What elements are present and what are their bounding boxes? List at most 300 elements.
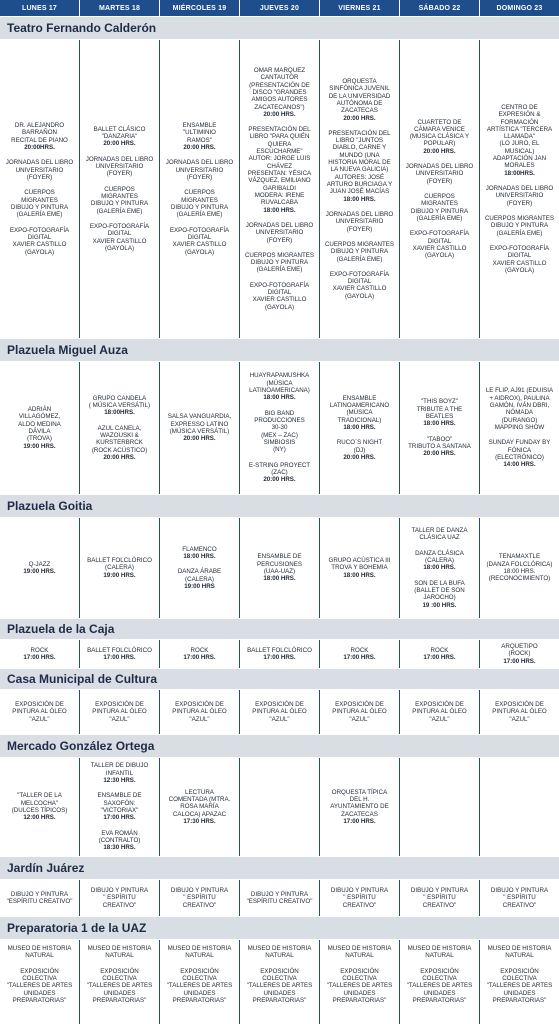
event-title: JORNADAS DEL LIBRO UNIVERSITARIO (FOYER) xyxy=(485,185,554,207)
event-entry xyxy=(249,462,310,484)
event-time: 17:30 HRS. xyxy=(183,817,216,825)
event-entry xyxy=(406,163,474,185)
day-cell xyxy=(160,758,240,856)
event-time: 17:00 HRS. xyxy=(103,814,136,822)
day-cell xyxy=(480,880,559,916)
event-entry xyxy=(410,119,469,156)
event-title: EXPOSICIÓN COLECTIVA "TALLERES DE ARTES UNIDADES PREPARATORIAS" xyxy=(86,967,153,1004)
day-cell xyxy=(0,362,80,494)
event-entry xyxy=(408,945,472,960)
event-entry xyxy=(415,550,464,572)
event-entry xyxy=(92,425,147,462)
event-title: BALLET FOLCLÓRICO xyxy=(247,646,312,654)
event-title: EXPOSICIÓN COLECTIVA "TALLERES DE ARTES UNIDADES PREPARATORIAS" xyxy=(326,967,393,1004)
event-title: ORQUESTA SINFÓNICA JUVENIL DE LA UNIVERSIDAD AUTÓNOMA DE ZACATECAS xyxy=(328,77,391,115)
venue-title: Plazuela Goitia xyxy=(0,495,559,517)
event-title: EXPOSICIÓN DE PINTURA AL ÓLEO "AZUL" xyxy=(252,701,307,723)
venue-day-row xyxy=(0,690,559,734)
event-title: EXPO-FOTOGRAFÍA DIGITAL XAVIER CASTILLO (GAYOLA) xyxy=(169,226,230,256)
event-title: EXPOSICIÓN COLECTIVA "TALLERES DE ARTES UNIDADES PREPARATORIAS" xyxy=(486,967,553,1004)
event-entry xyxy=(248,945,312,960)
venue-title: Plazuela Miguel Auza xyxy=(0,339,559,361)
event-time: 18:30 HRS. xyxy=(103,844,136,852)
day-cell xyxy=(240,40,320,338)
event-title: DIBUJO Y PINTURA "ESPÍRITU CREATIVO" xyxy=(6,890,73,905)
event-title: SALSA VANGUARDIA, EXPRESSO LATINO (MÚSICA VERSÁTIL) xyxy=(167,413,232,435)
event-entry xyxy=(412,527,468,542)
event-entry xyxy=(489,439,551,468)
event-entry xyxy=(487,104,552,177)
event-entry xyxy=(92,701,146,723)
day-header: JUEVES 20 xyxy=(240,0,320,16)
event-entry xyxy=(411,193,468,222)
event-time: 20:00 HRS. xyxy=(423,147,456,155)
event-title: JORNADAS DEL LIBRO UNIVERSITARIO (FOYER) xyxy=(85,155,154,178)
event-entry xyxy=(249,67,310,118)
day-cell xyxy=(240,640,320,668)
event-entry xyxy=(6,159,74,181)
day-cell xyxy=(0,640,80,668)
day-cell xyxy=(400,758,480,856)
event-entry xyxy=(91,762,149,784)
event-title: E-STRING PROYECT (ZAC) xyxy=(248,461,311,476)
event-time: 19:00 HRS. xyxy=(23,568,56,575)
event-entry xyxy=(171,887,228,909)
event-title: DANZA CLÁSICA (CALERA) xyxy=(415,549,464,565)
event-time: 18:00 HRS. xyxy=(263,206,296,214)
event-time: 12:00 HRS. xyxy=(23,814,56,822)
event-entry xyxy=(183,122,217,151)
event-entry xyxy=(7,891,73,906)
event-title: DIBUJO Y PINTURA "ESPÍRITU CREATIVO" xyxy=(246,890,313,905)
day-cell xyxy=(80,940,160,1024)
day-cell xyxy=(400,518,480,618)
day-header: DOMINGO 23 xyxy=(496,4,543,12)
event-title: MUSEO DE HISTORIA NATURAL xyxy=(487,945,552,960)
event-entry xyxy=(99,830,141,852)
venue-day-row xyxy=(0,40,559,338)
event-title: EXPOSICIÓN DE PINTURA AL ÓLEO "AZUL" xyxy=(172,701,227,723)
day-cell xyxy=(80,518,160,618)
venue-day-row xyxy=(0,758,559,856)
event-entry xyxy=(423,647,455,662)
day-cell xyxy=(240,880,320,916)
event-title: LECTURA COMENTADA (MTRA. ROSA MARÍA CALOCA) APAZAC xyxy=(168,788,231,818)
event-time: 18:00 HRS. xyxy=(263,394,296,402)
day-cell xyxy=(80,758,160,856)
event-title: EXPOSICIÓN DE PINTURA AL ÓLEO "AZUL" xyxy=(492,701,547,723)
event-entry xyxy=(490,245,549,274)
event-entry xyxy=(407,968,473,1005)
day-cell xyxy=(320,362,400,494)
event-entry xyxy=(10,227,69,256)
day-cell xyxy=(160,880,240,916)
event-entry xyxy=(91,887,148,909)
event-title: ENSAMBLE DE SAXOFÓN: "VICTORIAX" xyxy=(97,792,142,814)
event-time: 20:00 HRS. xyxy=(103,453,136,461)
event-entry xyxy=(97,792,141,821)
event-entry xyxy=(90,223,149,252)
event-title: LE FLIP, AJ91 (EDUISIA + AIDROX), PAULINA GAMÓN, IVÁN DBRI, NÓMADA (DURANGO) MAPPING SHOW xyxy=(485,387,554,431)
event-entry xyxy=(485,215,554,237)
event-title: EXPO-FOTOGRAFÍA DIGITAL XAVIER CASTILLO (GAYOLA) xyxy=(329,270,390,300)
event-title: ROCK xyxy=(190,646,209,654)
venue-title: Jardín Juárez xyxy=(0,857,559,879)
day-cell xyxy=(160,40,240,338)
event-title: EXPO-FOTOGRAFÍA DIGITAL XAVIER CASTILLO (GAYOLA) xyxy=(409,230,470,260)
event-title: JORNADAS DEL LIBRO UNIVERSITARIO (FOYER) xyxy=(405,163,474,185)
event-entry xyxy=(247,968,313,1005)
venue-day-row xyxy=(0,940,559,1024)
event-title: "THIS BOYZ" TRIBUTE A THE BEATLES xyxy=(416,398,463,421)
event-entry xyxy=(248,126,311,214)
event-time: 20:00 HRS. xyxy=(263,110,296,118)
event-title: "TALLER DE LA MELCOCHA" (DULCES TÍPICOS) xyxy=(11,792,68,814)
event-entry xyxy=(183,647,215,662)
event-title: JORNADAS DEL LIBRO UNIVERSITARIO (FOYER) xyxy=(5,159,74,182)
venue-title: Mercado González Ortega xyxy=(0,735,559,757)
day-cell xyxy=(480,690,559,734)
event-title: AZUL CANELA, WAZOUSKI & KURSTERBRCK (ROCK ACÚSTICO) xyxy=(91,424,148,454)
event-time: 18:00 HRS. xyxy=(343,424,376,431)
event-title: BALLET CLÁSICO "DANZARIA" xyxy=(93,125,146,141)
event-title: EXPOSICIÓN DE PINTURA AL ÓLEO "AZUL" xyxy=(92,701,147,723)
event-entry xyxy=(501,643,537,665)
event-time: 19:00 HRS xyxy=(184,582,215,590)
event-title: CUERPOS MIGRANTES DIBUJO Y PINTURA (GALERÍA EME) xyxy=(10,189,69,219)
day-cell xyxy=(400,40,480,338)
event-title: GRUPO ACÚSTICA III TROVA Y BOHEMIA xyxy=(328,557,391,572)
event-title: EXPOSICIÓN DE PINTURA AL ÓLEO "AZUL" xyxy=(12,701,67,723)
event-entry xyxy=(12,792,68,821)
day-cell xyxy=(480,940,559,1024)
event-entry xyxy=(327,130,392,203)
event-title: EXPO-FOTOGRAFÍA DIGITAL XAVIER CASTILLO (GAYOLA) xyxy=(9,226,70,256)
event-time: 18:00 HRS. xyxy=(423,420,456,428)
event-entry xyxy=(94,126,146,148)
day-header-row xyxy=(0,0,559,16)
event-entry xyxy=(487,968,553,1005)
event-entry xyxy=(87,968,153,1005)
event-entry xyxy=(328,945,392,960)
event-title: EXPO-FOTOGRAFÍA DIGITAL XAVIER CASTILLO (GAYOLA) xyxy=(249,281,310,311)
event-title: Q-JAZZ xyxy=(28,560,51,568)
event-entry xyxy=(250,282,309,311)
day-cell xyxy=(240,518,320,618)
day-cell xyxy=(0,690,80,734)
venue-day-row xyxy=(0,640,559,668)
event-time: 17:00 HRS. xyxy=(103,654,136,661)
day-cell xyxy=(400,690,480,734)
day-cell xyxy=(320,518,400,618)
event-title: "TABOO" TRIBUTO A SANTANA xyxy=(408,435,471,450)
event-title: OMAR MARQUEZ CANTAUTOR (PRESENTACIÓN DE DISCO "GRANDES AMIGOS AUTORES ZACATECANOS") xyxy=(249,66,310,111)
event-title: BALLET FOLCLÓRICO xyxy=(87,646,152,654)
day-cell xyxy=(400,640,480,668)
event-title: DANZA ÁRABE (CALERA) xyxy=(177,568,222,583)
event-entry xyxy=(486,553,552,582)
day-cell xyxy=(160,690,240,734)
event-time: 17:00 HRS. xyxy=(183,654,216,661)
event-entry xyxy=(488,945,552,960)
event-time: 17:00 HRS. xyxy=(343,817,376,825)
day-cell xyxy=(320,940,400,1024)
day-cell xyxy=(80,880,160,916)
day-cell xyxy=(320,758,400,856)
day-cell xyxy=(160,518,240,618)
event-entry xyxy=(411,887,468,909)
event-title: HUAYRAPAMUSHKA (MÚSICA LATINOAMERICANA) xyxy=(249,372,310,395)
event-entry xyxy=(486,387,553,431)
event-title: PRESENTACIÓN DEL LIBRO "PARA QUIÉN QUIERA ESCUCHARME" AUTOR: JORGE LUIS CHÁVEZ PRESENTAN: YÉSICA VÁZQUEZ, EMILIANO GARIBALDI MODERA: IRENE RUVALCABA xyxy=(247,126,312,207)
event-entry xyxy=(252,701,306,723)
event-title: TALLER DE DIBUJO INFANTIL xyxy=(90,762,149,777)
event-title: CUERPOS MIGRANTES DIBUJO Y PINTURA (GALERÍA EME) xyxy=(170,189,229,219)
event-entry xyxy=(86,156,154,178)
event-entry xyxy=(11,189,68,218)
event-title: FLAMENCO xyxy=(182,545,217,553)
day-cell xyxy=(480,518,559,618)
event-entry xyxy=(327,968,393,1005)
day-cell xyxy=(240,690,320,734)
event-title: ARQUETIPO (ROCK) xyxy=(501,643,538,658)
event-time: 17:00 HRS. xyxy=(343,654,376,661)
event-entry xyxy=(88,945,152,960)
event-entry xyxy=(18,406,61,450)
event-title: EXPOSICIÓN DE PINTURA AL ÓLEO "AZUL" xyxy=(332,701,387,723)
day-cell xyxy=(320,690,400,734)
event-title: JORNADAS DEL LIBRO UNIVERSITARIO (FOYER) xyxy=(325,210,394,233)
event-title: MUSEO DE HISTORIA NATURAL xyxy=(407,945,472,960)
event-title: PRESENTACIÓN DEL LIBRO "JUNTOS DIABLO, CARNE Y MUNDO (UNA HISTORIA MORAL DE LA NUEVA GALICIA) AUTORES: JOSÉ ARTURO BURCIAGA Y JUAN JOSÉ MACÍAS xyxy=(326,129,393,196)
event-title: CUERPOS MIGRANTES DIBUJO Y PINTURA (GALERÍA EME) xyxy=(244,251,315,274)
day-cell xyxy=(160,640,240,668)
venue-day-row xyxy=(0,518,559,618)
venue-day-row xyxy=(0,362,559,494)
event-time: 18:00 HRS. xyxy=(343,571,376,579)
event-title: ENSAMBLE LATINOAMERICANO (MÚSICA TRADICIONAL) xyxy=(329,394,390,424)
event-title: ADRIÁN VILLAGÓMEZ, ALDO MEDINA DÁVILA (TROVA) xyxy=(18,406,61,443)
event-entry xyxy=(325,241,394,263)
day-header: MARTES 18 xyxy=(80,0,160,16)
event-entry xyxy=(486,185,554,207)
event-title: JORNADAS DEL LIBRO UNIVERSITARIO (FOYER) xyxy=(245,221,314,244)
event-title: DIBUJO Y PINTURA " ESPÍRITU CREATIVO" xyxy=(410,887,469,909)
event-entry xyxy=(246,222,314,244)
event-title: CUERPOS MIGRANTES DIBUJO Y PINTURA (GALERÍA EME) xyxy=(324,240,395,263)
event-time: 20:00 HRS. xyxy=(423,450,456,458)
event-entry xyxy=(166,159,234,181)
event-entry xyxy=(257,553,302,582)
day-header: VIERNES 21 xyxy=(320,0,400,16)
day-cell xyxy=(240,758,320,856)
event-time: 17:00 HRS. xyxy=(23,654,56,661)
event-entry xyxy=(414,580,465,609)
event-time: 19:00 HRS. xyxy=(103,571,136,579)
event-title: EXPOSICIÓN DE PINTURA AL ÓLEO "AZUL" xyxy=(412,701,467,723)
event-title: MUSEO DE HISTORIA NATURAL xyxy=(247,945,312,960)
event-time: 18:00HRS. xyxy=(104,409,135,417)
day-cell xyxy=(0,880,80,916)
venue-title: Plazuela de la Caja xyxy=(0,619,559,639)
event-time: 18:00 HRS. xyxy=(183,553,216,561)
day-cell xyxy=(480,640,559,668)
day-cell xyxy=(320,640,400,668)
day-cell xyxy=(480,40,559,338)
event-time: 18:00 HRS. xyxy=(343,195,376,203)
event-title: CUARTETO DE CÁMARA VENICE (MÚSICA CLÁSICA Y POPULAR) xyxy=(409,118,470,148)
day-cell xyxy=(320,40,400,338)
event-title: EXPOSICIÓN COLECTIVA "TALLERES DE ARTES UNIDADES PREPARATORIAS" xyxy=(246,967,313,1004)
event-time: 20:00 HRS. xyxy=(343,453,376,461)
event-entry xyxy=(331,887,388,909)
venue-title: Casa Municipal de Cultura xyxy=(0,669,559,689)
event-time: 19 :00 HRS. xyxy=(422,601,457,609)
event-entry xyxy=(247,891,313,906)
event-title: EXPOSICIÓN COLECTIVA "TALLERES DE ARTES UNIDADES PREPARATORIAS" xyxy=(406,967,473,1004)
day-cell xyxy=(160,940,240,1024)
event-entry xyxy=(89,395,150,417)
event-time: 19:00 HRS. xyxy=(23,442,56,450)
day-cell xyxy=(160,362,240,494)
event-title: DIBUJO Y PINTURA " ESPÍRITU CREATIVO" xyxy=(170,887,229,909)
event-title: JORNADAS DEL LIBRO UNIVERSITARIO (FOYER) xyxy=(165,159,234,182)
event-title: ENSAMBLE "ULTIMINIO RAMOS" xyxy=(182,122,217,144)
event-time: 20:00 HRS. xyxy=(103,140,136,148)
event-title: EVA ROMÁN (CONTRALTO) xyxy=(98,829,141,844)
event-time: 18:00 HRS. xyxy=(263,575,296,583)
event-title: EXPO-FOTOGRAFÍA DIGITAL XAVIER CASTILLO (GAYOLA) xyxy=(489,244,550,274)
day-cell xyxy=(80,640,160,668)
event-title: DIBUJO Y PINTURA " ESPÍRITU CREATIVO" xyxy=(490,887,549,909)
event-title: ENSAMBLE DE PERCUSIONES (UAA-UAZ) xyxy=(256,553,303,575)
event-entry xyxy=(491,887,548,909)
day-cell xyxy=(0,940,80,1024)
event-entry xyxy=(412,701,466,723)
day-cell xyxy=(0,518,80,618)
event-title: MUSEO DE HISTORIA NATURAL xyxy=(167,945,232,960)
event-title: CENTRO DE EXPRESIÓN & FORMACIÓN ARTÍSTICA "TERCERA LLAMADA" (LO JURO, EL MUSICAL) ADAPTACIÓN JAN MORALES xyxy=(486,103,553,170)
event-entry xyxy=(182,546,216,561)
day-cell xyxy=(320,880,400,916)
event-title: MUSEO DE HISTORIA NATURAL xyxy=(87,945,152,960)
event-entry xyxy=(249,372,310,401)
event-title: SON DE LA BUFA (BALLET DE SON JAROCHO) xyxy=(414,579,465,602)
event-title: EXPOSICIÓN COLECTIVA "TALLERES DE ARTES UNIDADES PREPARATORIAS" xyxy=(6,967,73,1004)
event-time: 20:00 HRS. xyxy=(343,114,376,122)
event-time: 18:00 HRS. xyxy=(423,564,456,572)
event-title: MUSEO DE HISTORIA NATURAL xyxy=(327,945,392,960)
event-time: 17:00 HRS. xyxy=(423,654,456,661)
event-entry xyxy=(12,701,66,723)
event-entry xyxy=(168,413,232,442)
day-cell xyxy=(480,362,559,494)
event-entry xyxy=(23,561,55,576)
event-entry xyxy=(7,968,73,1005)
event-entry xyxy=(329,78,391,122)
event-entry xyxy=(167,968,233,1005)
event-entry xyxy=(87,557,152,579)
event-title: MUSEO DE HISTORIA NATURAL xyxy=(7,945,72,960)
event-entry xyxy=(254,410,305,454)
event-entry xyxy=(247,647,312,662)
day-cell xyxy=(240,362,320,494)
event-entry xyxy=(245,252,314,274)
event-entry xyxy=(408,436,471,458)
event-entry xyxy=(343,647,375,662)
event-time: 17:00 HRS. xyxy=(503,657,536,665)
event-title: CUERPOS MIGRANTES DIBUJO Y PINTURA (GALERÍA EME) xyxy=(484,214,555,237)
event-title: DIBUJO Y PINTURA " ESPÍRITU CREATIVO" xyxy=(90,887,149,909)
event-time: 20:00 HRS. xyxy=(263,476,296,484)
event-entry xyxy=(332,701,386,723)
event-title: TENAMAXTLE (DANZA FOLCLÓRICA) 18:00 HRS. (RECONOCIMIENTO) xyxy=(486,553,553,583)
day-cell xyxy=(240,940,320,1024)
event-title: EXPO-FOTOGRAFÍA DIGITAL XAVIER CASTILLO (GAYOLA) xyxy=(89,222,150,252)
event-entry xyxy=(11,122,68,151)
event-time: 20:00 HRS. xyxy=(183,435,216,443)
event-time: 18:00HRS. xyxy=(504,169,535,177)
event-title: ROCK xyxy=(30,646,49,654)
event-title: DR. ALEJANDRO BARRAÑON RECITAL DE PIANO xyxy=(11,122,68,144)
day-header: SÁBADO 22 xyxy=(400,0,480,16)
event-time: 20:00HRS. xyxy=(24,144,55,152)
event-entry xyxy=(178,568,221,590)
event-title: ROCK xyxy=(430,646,449,654)
event-title: ROCK xyxy=(350,646,369,654)
day-cell xyxy=(80,40,160,338)
day-cell xyxy=(400,880,480,916)
event-time: 17:00 HRS. xyxy=(263,654,296,661)
event-entry xyxy=(168,945,232,960)
day-header: LUNES 17 xyxy=(0,0,80,16)
event-entry xyxy=(330,271,389,300)
day-cell xyxy=(480,758,559,856)
venue-title: Preparatoria 1 de la UAZ xyxy=(0,917,559,939)
event-title: BALLET FOLCLÓRICO (CALERA) xyxy=(87,557,152,572)
event-entry xyxy=(330,789,388,826)
event-title: DIBUJO Y PINTURA " ESPÍRITU CREATIVO" xyxy=(330,887,389,909)
event-time: 14:00 HRS. xyxy=(503,461,536,469)
event-title: TALLER DE DANZA CLÁSICA UAZ xyxy=(411,527,468,542)
event-title: CUERPOS MIGRANTES DIBUJO Y PINTURA (GALERÍA EME) xyxy=(90,185,149,215)
event-entry xyxy=(87,647,152,662)
day-header: MIÉRCOLES 19 xyxy=(160,0,240,16)
event-entry xyxy=(8,945,72,960)
event-title: EXPOSICIÓN COLECTIVA "TALLERES DE ARTES UNIDADES PREPARATORIAS" xyxy=(166,967,233,1004)
event-title: CUERPOS MIGRANTES DIBUJO Y PINTURA (GALERÍA EME) xyxy=(410,193,469,222)
event-entry xyxy=(417,398,463,427)
event-entry xyxy=(410,230,469,259)
event-title: SUNDAY FUNDAY BY FÓNICA (ELECTRÓNICO) xyxy=(488,439,551,461)
day-cell xyxy=(400,940,480,1024)
day-cell xyxy=(0,758,80,856)
event-entry xyxy=(337,439,382,461)
event-entry xyxy=(170,227,229,256)
event-entry xyxy=(492,701,546,723)
event-entry xyxy=(330,395,389,432)
event-entry xyxy=(326,211,394,233)
event-title: ORQUESTA TÍPICA DEL H. AYUNTAMIENTO DE ZACATECAS xyxy=(330,788,389,818)
day-cell xyxy=(0,40,80,338)
event-title: RUCO´S NIGHT (DJ) xyxy=(336,439,383,454)
event-title: BIG BAND PRODUCCIONES 30-30 (MEX – ZAC) SIMBIOSIS (NY) xyxy=(254,409,305,454)
day-cell xyxy=(80,362,160,494)
day-cell xyxy=(80,690,160,734)
venue-title: Teatro Fernando Calderón xyxy=(0,17,559,39)
venue-day-row xyxy=(0,880,559,916)
event-entry xyxy=(91,186,148,215)
